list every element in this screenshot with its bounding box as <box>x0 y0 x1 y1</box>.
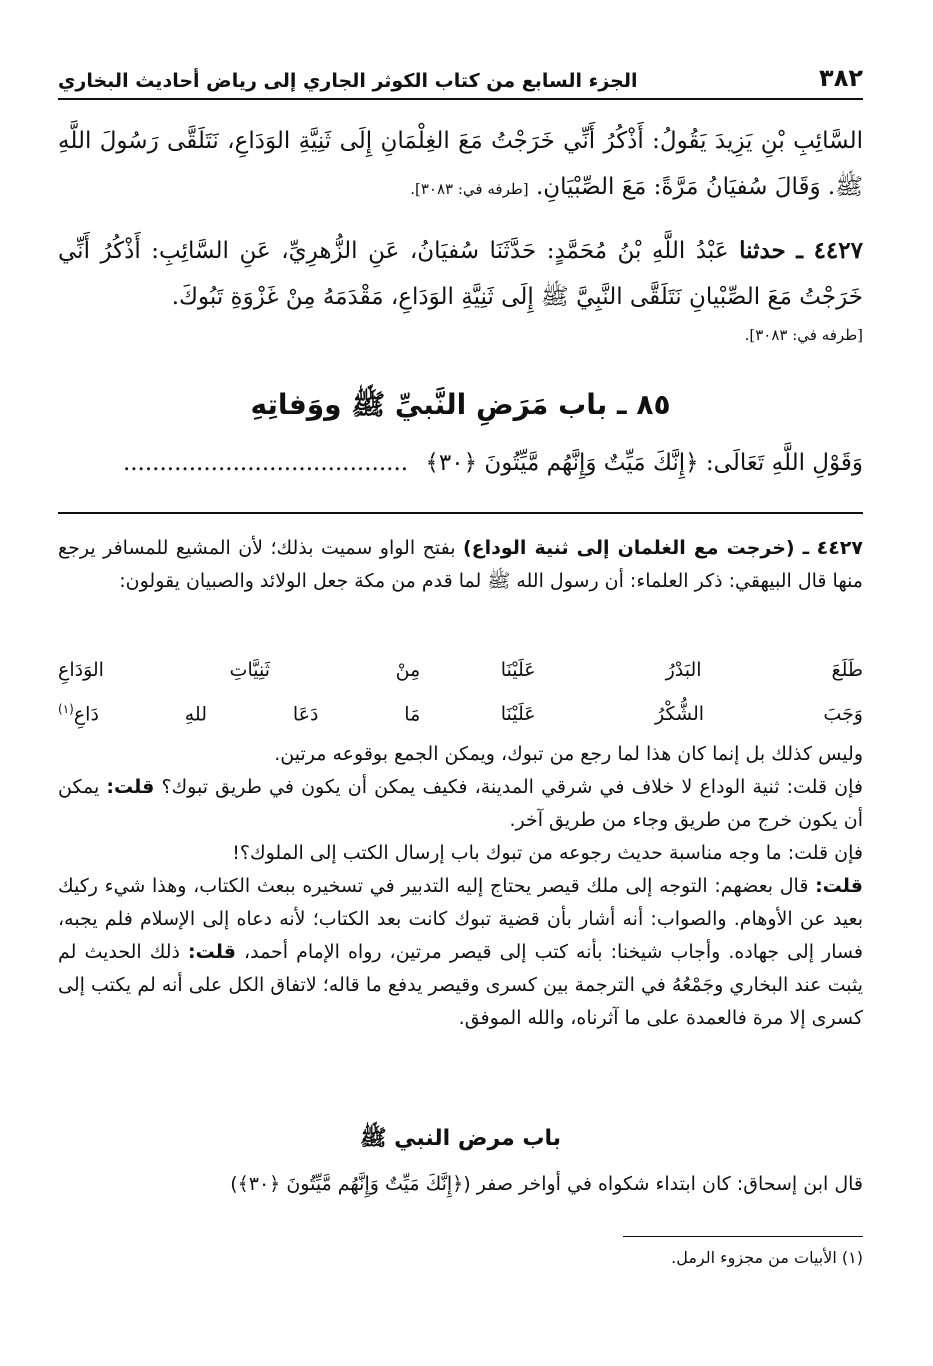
hadith-text: عَبْدُ اللَّهِ بْنُ مُحَمَّدٍ: حَدَّثَنَا سُفيَانُ، عَنِ الزُّهرِيِّ، عَنِ السَّائِبِ: أَذْكُرُ أَنِّي خَرَجْتُ مَعَ الصِّبْيانِ نَتَلَقَّى النَّبِيَّ ﷺ إِلَى ثَنِيَّةِ الوَدَاعِ، مَقْدَمَهُ مِنْ غَزْوَةِ تَبُوكَ. <box>58 238 863 310</box>
commentary-p5-text: قال بعضهم: التوجه إلى ملك قيصر يحتاج إليه التدبير في تسخيره ببعث الكتاب، وهذا شيء ركيك بعيد عن الأوهام. والصواب: أنه أشار بأن قضية تبوك كانت بعد الكتاب؛ لأنه دعاه إلى الإسلام فلم يجبه، فسار إلى جهاده. وأجاب شيخنا: بأنه كتب إلى قيصر مرتين، رواه الإمام أحمد، <box>58 875 864 963</box>
poem-hemistich-right: طَلَعَ البَدْرُ عَلَيْنَا <box>500 659 863 681</box>
poem-line <box>58 692 863 736</box>
verse-dots: ....................................... <box>122 450 409 476</box>
commentary-rule <box>58 512 863 514</box>
poem-hemistich-left-text: مَا دَعَا للهِ دَاعِ <box>73 703 421 726</box>
commentary-p3-text: فإن قلت: ثنية الوداع لا خلاف في شرقي المدينة، فكيف يمكن أن يكون في طريق تبوك؟ <box>161 776 863 798</box>
commentary-lemma: ـ (خرجت مع الغلمان إلى ثنية الوداع) <box>462 537 810 559</box>
hadith-4427-paragraph <box>58 228 863 320</box>
footnote <box>58 1248 863 1267</box>
commentary-p5-qult: قلت: <box>815 875 863 897</box>
commentary-p4: فإن قلت: ما وجه مناسبة حديث رجوعه من تبوك باب إرسال الكتب إلى الملوك؟! <box>232 842 863 864</box>
chapter-number: ٨٥ <box>636 388 671 421</box>
commentary-p5-qult-2: قلت: <box>188 941 236 963</box>
commentary-p3-rest: يمكن أن يكون خرج من طريق وجاء من طريق آخر. <box>58 776 863 831</box>
chapter-heading <box>58 388 863 428</box>
top-hadith-ref: [طرفه في: ٣٠٨٣]. <box>410 180 529 198</box>
commentary-p1 <box>58 532 863 598</box>
hadith-ref: [طرفه في: ٣٠٨٣]. <box>744 326 863 344</box>
chapter-title: ـ باب مَرَضِ النَّبيِّ ﷺ ووَفاتِهِ <box>250 388 627 421</box>
footnote-reference[interactable]: (١) <box>58 702 74 717</box>
poem-line <box>58 648 863 692</box>
poem-hemistich-left <box>58 702 420 725</box>
commentary-p1-text: بفتح الواو سميت بذلك؛ لأن المشيع للمسافر يرجع منها قال البيهقي: ذكر العلماء: أن رسول الله ﷺ لما قدم من مكة جعل الولائد والصبيان يقولون: <box>58 537 863 592</box>
commentary-p5 <box>58 870 863 1035</box>
hadith-number: ٤٤٢٧ <box>813 237 863 264</box>
commentary-p2: وليس كذلك بل إنما كان هذا لما رجع من تبوك، ويمكن الجمع بوقوعه مرتين. <box>274 743 863 765</box>
commentary-number: ٤٤٢٧ <box>816 537 863 559</box>
commentary-p3 <box>58 771 863 837</box>
footnote-text: الأبيات من مجزوء الرمل. <box>671 1248 837 1267</box>
verse-text: وَقَوْلِ اللَّهِ تَعَالَى: ﴿إِنَّكَ مَيِّتٌ وَإِنَّهُم مَّيِّتُونَ ﴿٣٠﴾ <box>425 450 863 476</box>
commentary-p5-rest: ذلك الحديث لم يثبت عند البخاري وجَمْعُهُ في الترجمة بين كسرى وقيصر يدفع ما قاله؛ لاتفاق الكل على أنه لم يكتب إلى كسرى إلا مرة فالعمدة على ما آثرناه، والله الموفق. <box>58 941 863 1029</box>
commentary-p3-qult: قلت: <box>106 776 155 798</box>
poem-hemistich-right: وَجَبَ الشُّكْرُ عَلَيْنَا <box>500 703 863 725</box>
commentary-subheading: باب مرض النبي ﷺ <box>359 1126 562 1151</box>
top-hadith <box>58 118 863 212</box>
running-title: الجزء السابع من كتاب الكوثر الجاري إلى رياض أحاديث البخاري <box>58 70 638 92</box>
hadith-lead: حدثنا <box>739 237 786 264</box>
hadith-dash: ـ <box>796 237 804 264</box>
page-number: ٣٨٢ <box>819 64 863 92</box>
commentary-body <box>58 738 863 1035</box>
top-hadith-text: السَّائِبِ بْنِ يَزِيدَ يَقُولُ: أَذْكُرُ أَنِّي خَرَجْتُ مَعَ الغِلْمَانِ إِلَى ثَنِيَّةِ الوَدَاعِ، نَتَلَقَّى رَسُولَ اللَّهِ ﷺ. وَقَالَ سُفيَانُ مَرَّةً: مَعَ الصِّبْيَانِ. <box>58 128 863 200</box>
page-header <box>58 52 863 92</box>
commentary-p6: قال ابن إسحاق: كان ابتداء شكواه في أواخر صفر (﴿إِنَّكَ مَيِّتٌ وَإِنَّهُم مَّيِّتُونَ ﴿٣٠﴾) <box>230 1173 863 1195</box>
footnote-mark: (١) <box>841 1248 863 1267</box>
header-rule <box>58 98 863 100</box>
poem-hemistich-left: مِنْ ثَنِيَّاتِ الوَدَاعِ <box>58 659 421 681</box>
hadith-4427 <box>58 228 863 350</box>
poem <box>58 648 863 736</box>
footnote-rule <box>623 1236 863 1237</box>
top-hadith-paragraph <box>58 118 863 212</box>
chapter-verse <box>58 440 863 486</box>
